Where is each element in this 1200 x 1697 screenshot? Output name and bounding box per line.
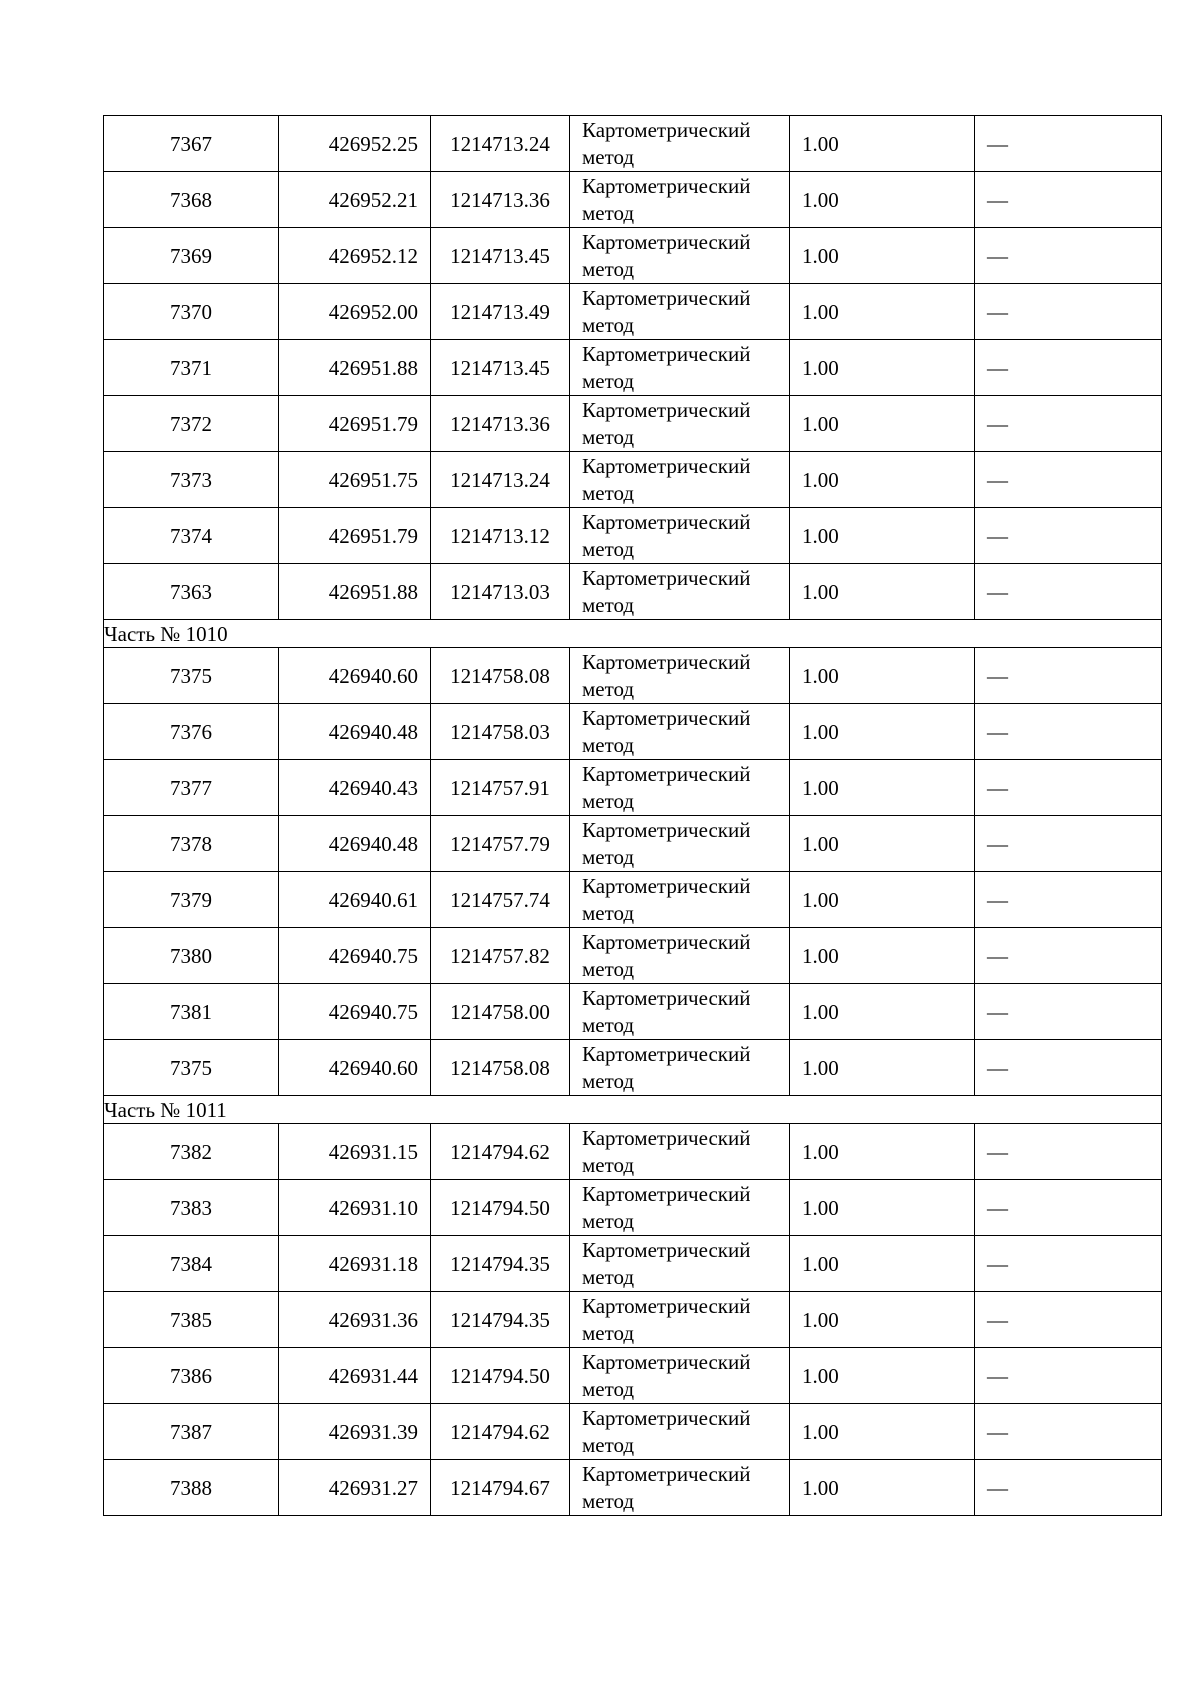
method-cell — [570, 816, 790, 872]
x-coordinate-cell: 426940.75 — [279, 984, 431, 1040]
method-line-1: Картометрический — [582, 985, 751, 1010]
point-number-cell: 7372 — [104, 396, 279, 452]
accuracy-cell: 1.00 — [790, 760, 975, 816]
method-cell — [570, 116, 790, 172]
description-cell: — — [975, 648, 1162, 704]
x-coordinate-cell: 426931.27 — [279, 1460, 431, 1516]
y-coordinate-cell: 1214757.79 — [431, 816, 570, 872]
table-row — [104, 1292, 1162, 1348]
y-coordinate-cell: 1214794.62 — [431, 1124, 570, 1180]
method-line-1: Картометрический — [582, 761, 751, 786]
x-coordinate-cell: 426931.36 — [279, 1292, 431, 1348]
accuracy-cell: 1.00 — [790, 340, 975, 396]
x-coordinate-cell: 426951.79 — [279, 396, 431, 452]
y-coordinate-cell: 1214794.35 — [431, 1292, 570, 1348]
method-cell — [570, 172, 790, 228]
x-coordinate-cell: 426951.88 — [279, 340, 431, 396]
point-number-cell: 7370 — [104, 284, 279, 340]
method-line-2: метод — [582, 536, 635, 561]
y-coordinate-cell: 1214713.24 — [431, 452, 570, 508]
y-coordinate-cell: 1214713.45 — [431, 228, 570, 284]
table-row — [104, 116, 1162, 172]
method-cell — [570, 1236, 790, 1292]
description-cell: — — [975, 1348, 1162, 1404]
table-row — [104, 1040, 1162, 1096]
method-line-1: Картометрический — [582, 649, 751, 674]
point-number-cell: 7373 — [104, 452, 279, 508]
table-row — [104, 1404, 1162, 1460]
x-coordinate-cell: 426951.79 — [279, 508, 431, 564]
table-row — [104, 172, 1162, 228]
section-label: Часть № 1010 — [104, 620, 1162, 648]
point-number-cell: 7375 — [104, 648, 279, 704]
accuracy-cell: 1.00 — [790, 1124, 975, 1180]
y-coordinate-cell: 1214757.82 — [431, 928, 570, 984]
x-coordinate-cell: 426931.18 — [279, 1236, 431, 1292]
method-line-1: Картометрический — [582, 341, 751, 366]
description-cell: — — [975, 872, 1162, 928]
description-cell: — — [975, 228, 1162, 284]
x-coordinate-cell: 426940.75 — [279, 928, 431, 984]
x-coordinate-cell: 426940.48 — [279, 704, 431, 760]
method-line-2: метод — [582, 1432, 635, 1457]
accuracy-cell: 1.00 — [790, 1180, 975, 1236]
description-cell: — — [975, 928, 1162, 984]
method-line-1: Картометрический — [582, 397, 751, 422]
x-coordinate-cell: 426931.39 — [279, 1404, 431, 1460]
x-coordinate-cell: 426952.21 — [279, 172, 431, 228]
section-header-row — [104, 620, 1162, 648]
method-cell — [570, 1292, 790, 1348]
y-coordinate-cell: 1214794.62 — [431, 1404, 570, 1460]
method-line-1: Картометрический — [582, 873, 751, 898]
accuracy-cell: 1.00 — [790, 928, 975, 984]
table-row — [104, 648, 1162, 704]
y-coordinate-cell: 1214794.50 — [431, 1348, 570, 1404]
accuracy-cell: 1.00 — [790, 1292, 975, 1348]
method-line-2: метод — [582, 788, 635, 813]
method-line-1: Картометрический — [582, 705, 751, 730]
y-coordinate-cell: 1214794.67 — [431, 1460, 570, 1516]
y-coordinate-cell: 1214713.45 — [431, 340, 570, 396]
method-cell — [570, 648, 790, 704]
table-row — [104, 340, 1162, 396]
x-coordinate-cell: 426931.44 — [279, 1348, 431, 1404]
accuracy-cell: 1.00 — [790, 396, 975, 452]
accuracy-cell: 1.00 — [790, 816, 975, 872]
method-cell — [570, 508, 790, 564]
x-coordinate-cell: 426940.48 — [279, 816, 431, 872]
y-coordinate-cell: 1214713.36 — [431, 172, 570, 228]
point-number-cell: 7363 — [104, 564, 279, 620]
x-coordinate-cell: 426931.15 — [279, 1124, 431, 1180]
description-cell: — — [975, 1460, 1162, 1516]
method-cell — [570, 928, 790, 984]
method-line-2: метод — [582, 312, 635, 337]
table-row — [104, 760, 1162, 816]
method-cell — [570, 984, 790, 1040]
method-line-2: метод — [582, 1376, 635, 1401]
y-coordinate-cell: 1214713.36 — [431, 396, 570, 452]
method-line-1: Картометрический — [582, 285, 751, 310]
x-coordinate-cell: 426940.61 — [279, 872, 431, 928]
method-line-2: метод — [582, 1012, 635, 1037]
table-row — [104, 508, 1162, 564]
method-line-1: Картометрический — [582, 453, 751, 478]
x-coordinate-cell: 426952.25 — [279, 116, 431, 172]
method-line-1: Картометрический — [582, 173, 751, 198]
description-cell: — — [975, 1180, 1162, 1236]
description-cell: — — [975, 172, 1162, 228]
y-coordinate-cell: 1214713.49 — [431, 284, 570, 340]
method-cell — [570, 452, 790, 508]
accuracy-cell: 1.00 — [790, 508, 975, 564]
method-cell — [570, 284, 790, 340]
x-coordinate-cell: 426951.88 — [279, 564, 431, 620]
method-cell — [570, 760, 790, 816]
accuracy-cell: 1.00 — [790, 1404, 975, 1460]
method-line-2: метод — [582, 844, 635, 869]
point-number-cell: 7387 — [104, 1404, 279, 1460]
method-line-2: метод — [582, 1320, 635, 1345]
method-line-2: метод — [582, 424, 635, 449]
description-cell: — — [975, 704, 1162, 760]
method-line-1: Картометрический — [582, 1349, 751, 1374]
description-cell: — — [975, 116, 1162, 172]
accuracy-cell: 1.00 — [790, 704, 975, 760]
y-coordinate-cell: 1214758.03 — [431, 704, 570, 760]
accuracy-cell: 1.00 — [790, 452, 975, 508]
point-number-cell: 7374 — [104, 508, 279, 564]
method-line-1: Картометрический — [582, 565, 751, 590]
y-coordinate-cell: 1214794.35 — [431, 1236, 570, 1292]
point-number-cell: 7385 — [104, 1292, 279, 1348]
method-line-1: Картометрический — [582, 1041, 751, 1066]
point-number-cell: 7379 — [104, 872, 279, 928]
table-row — [104, 1124, 1162, 1180]
table-row — [104, 984, 1162, 1040]
table-row — [104, 396, 1162, 452]
method-cell — [570, 396, 790, 452]
y-coordinate-cell: 1214758.08 — [431, 1040, 570, 1096]
point-number-cell: 7376 — [104, 704, 279, 760]
method-line-1: Картометрический — [582, 117, 751, 142]
point-number-cell: 7382 — [104, 1124, 279, 1180]
table-row — [104, 452, 1162, 508]
method-line-2: метод — [582, 480, 635, 505]
description-cell: — — [975, 284, 1162, 340]
y-coordinate-cell: 1214758.00 — [431, 984, 570, 1040]
table-row — [104, 704, 1162, 760]
table-row — [104, 564, 1162, 620]
description-cell: — — [975, 1292, 1162, 1348]
section-label: Часть № 1011 — [104, 1096, 1162, 1124]
accuracy-cell: 1.00 — [790, 648, 975, 704]
table-row — [104, 1348, 1162, 1404]
table-row — [104, 284, 1162, 340]
point-number-cell: 7367 — [104, 116, 279, 172]
table-row — [104, 816, 1162, 872]
description-cell: — — [975, 452, 1162, 508]
method-line-2: метод — [582, 956, 635, 981]
method-cell — [570, 1404, 790, 1460]
y-coordinate-cell: 1214713.03 — [431, 564, 570, 620]
point-number-cell: 7386 — [104, 1348, 279, 1404]
table-row — [104, 228, 1162, 284]
point-number-cell: 7383 — [104, 1180, 279, 1236]
method-cell — [570, 1348, 790, 1404]
point-number-cell: 7384 — [104, 1236, 279, 1292]
method-line-2: метод — [582, 732, 635, 757]
method-line-2: метод — [582, 676, 635, 701]
description-cell: — — [975, 1236, 1162, 1292]
method-cell — [570, 228, 790, 284]
description-cell: — — [975, 760, 1162, 816]
method-cell — [570, 872, 790, 928]
description-cell: — — [975, 564, 1162, 620]
method-line-1: Картометрический — [582, 229, 751, 254]
description-cell: — — [975, 984, 1162, 1040]
y-coordinate-cell: 1214758.08 — [431, 648, 570, 704]
method-cell — [570, 1180, 790, 1236]
method-line-2: метод — [582, 900, 635, 925]
method-line-2: метод — [582, 1152, 635, 1177]
method-line-1: Картометрический — [582, 817, 751, 842]
table-row — [104, 1236, 1162, 1292]
point-number-cell: 7368 — [104, 172, 279, 228]
table-row — [104, 872, 1162, 928]
method-line-1: Картометрический — [582, 509, 751, 534]
accuracy-cell: 1.00 — [790, 1348, 975, 1404]
coordinates-table — [103, 115, 1162, 1516]
x-coordinate-cell: 426940.60 — [279, 648, 431, 704]
description-cell: — — [975, 816, 1162, 872]
method-line-1: Картометрический — [582, 1405, 751, 1430]
accuracy-cell: 1.00 — [790, 984, 975, 1040]
method-cell — [570, 1124, 790, 1180]
method-line-2: метод — [582, 1068, 635, 1093]
point-number-cell: 7369 — [104, 228, 279, 284]
x-coordinate-cell: 426952.00 — [279, 284, 431, 340]
point-number-cell: 7388 — [104, 1460, 279, 1516]
method-line-1: Картометрический — [582, 929, 751, 954]
method-line-1: Картометрический — [582, 1237, 751, 1262]
accuracy-cell: 1.00 — [790, 1236, 975, 1292]
point-number-cell: 7371 — [104, 340, 279, 396]
method-line-2: метод — [582, 256, 635, 281]
method-line-2: метод — [582, 1264, 635, 1289]
method-line-2: метод — [582, 1208, 635, 1233]
x-coordinate-cell: 426952.12 — [279, 228, 431, 284]
description-cell: — — [975, 1040, 1162, 1096]
method-line-1: Картометрический — [582, 1125, 751, 1150]
method-line-2: метод — [582, 592, 635, 617]
x-coordinate-cell: 426940.60 — [279, 1040, 431, 1096]
table-row — [104, 928, 1162, 984]
method-line-2: метод — [582, 200, 635, 225]
method-cell — [570, 704, 790, 760]
table-row — [104, 1180, 1162, 1236]
accuracy-cell: 1.00 — [790, 564, 975, 620]
section-header-row — [104, 1096, 1162, 1124]
y-coordinate-cell: 1214757.91 — [431, 760, 570, 816]
point-number-cell: 7381 — [104, 984, 279, 1040]
method-cell — [570, 1460, 790, 1516]
accuracy-cell: 1.00 — [790, 284, 975, 340]
point-number-cell: 7375 — [104, 1040, 279, 1096]
method-line-2: метод — [582, 1488, 635, 1513]
y-coordinate-cell: 1214757.74 — [431, 872, 570, 928]
coordinates-table-body — [104, 116, 1162, 1516]
accuracy-cell: 1.00 — [790, 1460, 975, 1516]
method-cell — [570, 564, 790, 620]
x-coordinate-cell: 426951.75 — [279, 452, 431, 508]
description-cell: — — [975, 340, 1162, 396]
point-number-cell: 7377 — [104, 760, 279, 816]
description-cell: — — [975, 1404, 1162, 1460]
x-coordinate-cell: 426940.43 — [279, 760, 431, 816]
y-coordinate-cell: 1214713.24 — [431, 116, 570, 172]
description-cell: — — [975, 1124, 1162, 1180]
table-row — [104, 1460, 1162, 1516]
description-cell: — — [975, 396, 1162, 452]
method-line-2: метод — [582, 368, 635, 393]
accuracy-cell: 1.00 — [790, 172, 975, 228]
accuracy-cell: 1.00 — [790, 872, 975, 928]
accuracy-cell: 1.00 — [790, 228, 975, 284]
description-cell: — — [975, 508, 1162, 564]
method-cell — [570, 1040, 790, 1096]
x-coordinate-cell: 426931.10 — [279, 1180, 431, 1236]
y-coordinate-cell: 1214794.50 — [431, 1180, 570, 1236]
accuracy-cell: 1.00 — [790, 1040, 975, 1096]
point-number-cell: 7380 — [104, 928, 279, 984]
method-line-1: Картометрический — [582, 1293, 751, 1318]
method-line-1: Картометрический — [582, 1181, 751, 1206]
point-number-cell: 7378 — [104, 816, 279, 872]
method-line-2: метод — [582, 144, 635, 169]
method-cell — [570, 340, 790, 396]
accuracy-cell: 1.00 — [790, 116, 975, 172]
method-line-1: Картометрический — [582, 1461, 751, 1486]
y-coordinate-cell: 1214713.12 — [431, 508, 570, 564]
